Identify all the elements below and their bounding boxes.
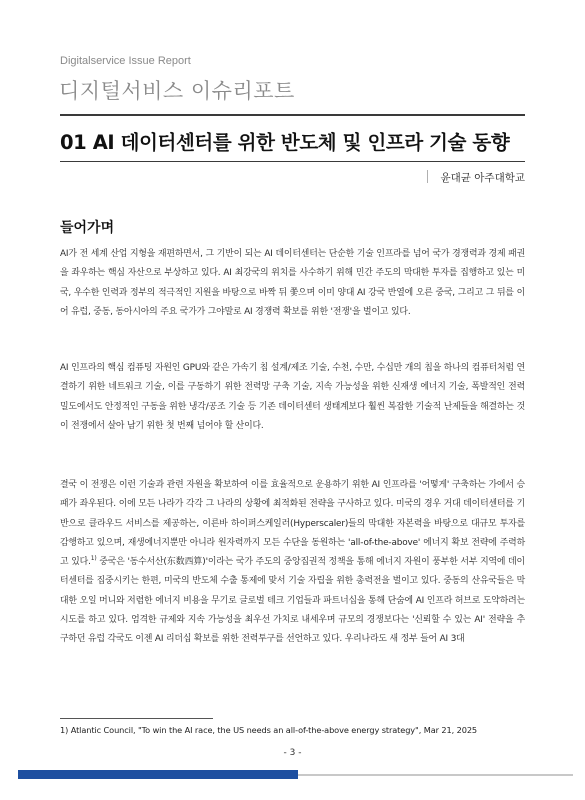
paragraph-3 <box>60 476 525 650</box>
section-heading: 들어가며 <box>60 220 115 236</box>
footnote-1: 1) Atlantic Council, "To win the AI race, the US needs an all-of-the-above energy strategy", Mar 21, 2025 <box>60 725 478 735</box>
paragraph-3-part-a: 결국 이 전쟁은 이런 기술과 관련 자원을 확보하여 이를 효율적으로 운용하기 위한 AI 인프라를 '어떻게' 구축하는 가에서 승패가 좌우된다. 이에 모든 나라가 각각 그 나라의 상황에 최적화된 전략을 구사하고 있다. 미국의 경우 거대 데이터센터를 기반으로 클라우드 서비스를 제공하는, 이른바 하이퍼스케일러(Hyperscaler)들의 막대한 자본력을 바탕으로 대규모 투자를 감행하고 있으며, 재생에너지뿐만 아니라 원자력까지 모든 수단을 동원하는 'all-of-the-above' 에너지 확보 전략에 주력하고 있다. <box>60 480 525 568</box>
footer-gray-line <box>298 774 573 776</box>
author-name: 윤대균 아주대학교 <box>440 172 525 184</box>
paragraph-3-part-b: 중국은 '동수서산(东数西算)'이라는 국가 주도의 중앙집권적 정책을 통해 에너지 자원이 풍부한 서부 지역에 데이터센터를 집중시키는 한편, 미국의 반도체 수출 통제에 맞서 기술 자립을 위한 총력전을 벌이고 있다. 중동의 산유국들은 막대한 오일 머니와 저렴한 에너지 비용을 무기로 글로벌 테크 기업들과 파트너십을 통해 단숨에 AI 인프라 허브로 도약하려는 시도를 하고 있다. 엄격한 규제와 지속 가능성을 최우선 가치로 내세우며 규모의 경쟁보다는 '신뢰할 수 있는 AI' 전략을 추구하던 유럽 각국도 이젠 AI 리더십 확보를 위한 전력투구를 선언하고 있다. 우리나라도 새 정부 들어 AI 3대 <box>60 557 525 645</box>
title-bottom-rule <box>60 161 525 162</box>
page-number: - 3 - <box>283 748 302 758</box>
paragraph-1: AI가 전 세계 산업 지형을 재편하면서, 그 기반이 되는 AI 데이터센터는 단순한 기술 인프라를 넘어 국가 경쟁력과 경제 패권을 좌우하는 핵심 자산으로 부상하고 있다. AI 최강국의 위치를 사수하기 위해 민간 주도의 막대한 투자를 집행하고 있는 미국, 우수한 인력과 정부의 적극적인 지원을 바탕으로 바짝 뒤 쫓으며 이미 양대 AI 강국 반열에 오른 중국, 그리고 그 뒤를 이어 유럽, 중동, 동아시아의 주요 국가가 그야말로 AI 경쟁력 확보를 위한 '전쟁'을 벌이고 있다. <box>60 249 525 317</box>
article-title: 01 AI 데이터센터를 위한 반도체 및 인프라 기술 동향 <box>60 131 510 154</box>
report-series-english: Digitalservice Issue Report <box>60 55 191 67</box>
footnote-rule <box>60 718 213 719</box>
author-divider <box>427 170 428 183</box>
paragraph-2: AI 인프라의 핵심 컴퓨팅 자원인 GPU와 같은 가속기 칩 설계/제조 기술, 수천, 수만, 수십만 개의 칩을 하나의 컴퓨터처럼 연결하기 위한 네트워크 기술, 이를 구동하기 위한 전력망 구축 기술, 지속 가능성을 위한 신재생 에너지 기술, 폭발적인 전력 밀도에서도 안정적인 구동을 위한 냉각/공조 기술 등 기존 데이터센터 생태계보다 훨씬 복잡한 기술적 난제들을 해결하는 것이 전쟁에서 살아 남기 위한 첫 번째 넘어야 할 산이다. <box>60 363 525 431</box>
report-series-korean: 디지털서비스 이슈리포트 <box>59 79 295 103</box>
footnote-reference[interactable]: 1) <box>90 555 97 563</box>
title-top-rule <box>60 114 525 116</box>
footer-accent-bar <box>18 770 298 779</box>
